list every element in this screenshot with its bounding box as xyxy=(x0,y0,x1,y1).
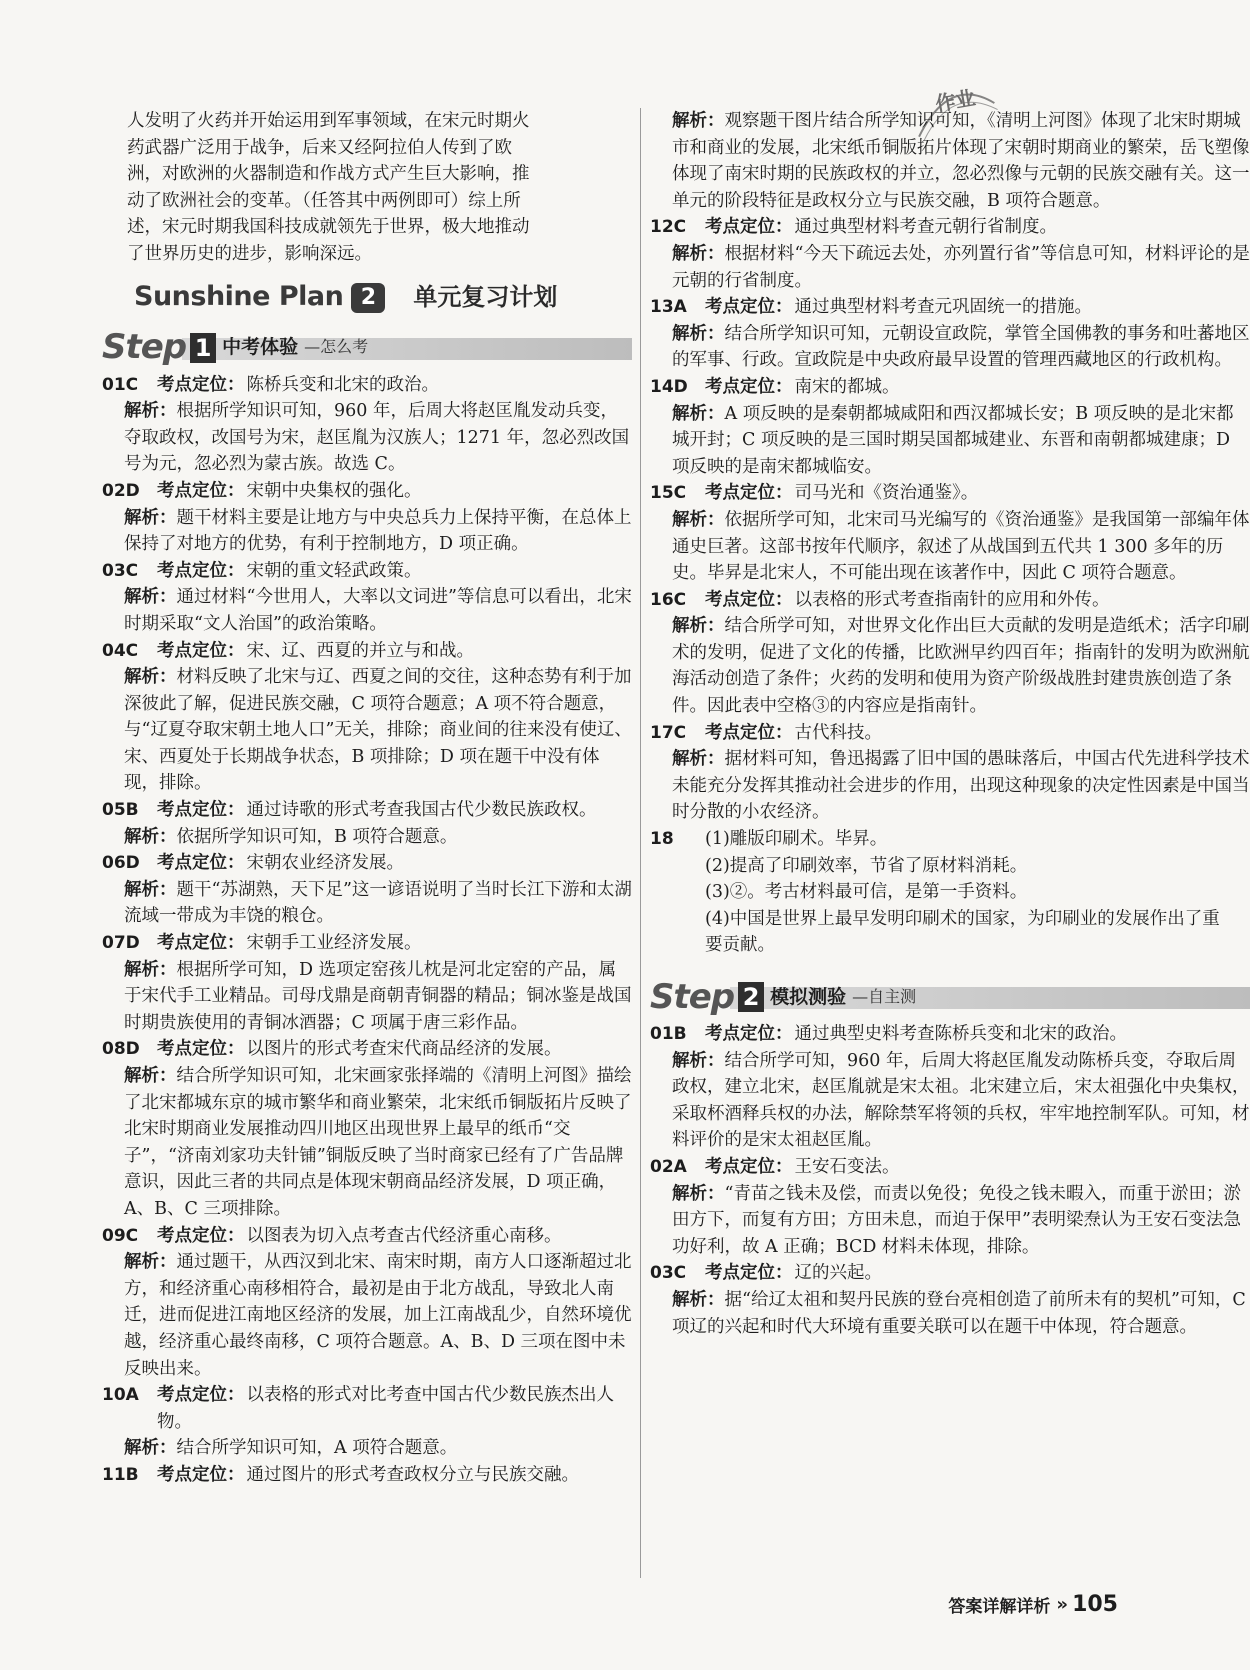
kaodian-value: 以图片的形式考查宋代商品经济的发展。 xyxy=(246,1039,562,1060)
analysis-label: 解析： xyxy=(124,667,177,688)
step2-title: 模拟测验 xyxy=(770,985,847,1008)
kaodian-label: 考点定位： xyxy=(157,853,245,874)
kaodian-label: 考点定位： xyxy=(157,800,245,821)
analysis-block xyxy=(102,505,632,558)
kaodian-value: 宋朝农业经济发展。 xyxy=(246,853,404,874)
kaodian-value: 通过图片的形式考查政权分立与民族交融。 xyxy=(246,1464,579,1485)
analysis-label: 解析： xyxy=(672,243,725,264)
question-num: 12 xyxy=(650,217,674,238)
question-number xyxy=(102,930,157,957)
analysis-text: 根据所学可知，D 选项定窑孩儿枕是河北定窑的产品，属于宋代手工业精品。司母戊鼎是商朝青铜器的精品；铜冰鉴是战国时期贵族使用的青铜冰酒器；C 项属于唐三彩作品。 xyxy=(124,959,632,1033)
kaodian-text xyxy=(705,1154,1250,1181)
kaodian-text xyxy=(157,558,632,585)
analysis-block xyxy=(650,1048,1250,1154)
analysis-block xyxy=(102,584,632,637)
analysis-block xyxy=(102,664,632,797)
question-num: 13 xyxy=(650,297,674,318)
analysis-text: 通过题干，从西汉到北宋、南宋时期，南方人口逐渐超过北方，和经济重心南移相符合，最初是由于北方战乱，导致北人南迁，进而促进江南地区经济的发展，加上江南战乱少，自然环境优越，经济重心最终南移，C 项符合题意。A、B、D 三项在图中未反映出来。 xyxy=(124,1252,632,1379)
answer-letter: C xyxy=(673,589,687,610)
question-number xyxy=(102,372,157,399)
kaodian-value: 通过典型材料考查元巩固统一的措施。 xyxy=(794,297,1092,318)
analysis-label: 解析： xyxy=(124,1252,177,1273)
question-num: 03 xyxy=(102,560,126,581)
question-number xyxy=(102,1382,157,1409)
answer-letter: D xyxy=(125,853,140,874)
analysis-text: 结合所学可知，对世界文化作出巨大贡献的发明是造纸术；活字印刷术的发明，促进了文化的传播，比欧洲早约四百年；指南针的发明为欧洲航海活动创造了条件；火药的发明和使用为资产阶级战胜封建贵族创造了条件。因此表中空格③的内容应是指南针。 xyxy=(672,616,1250,717)
q18-line-2: (2)提高了印刷效率，节省了原材料消耗。 xyxy=(705,855,1028,876)
answer-header xyxy=(102,850,632,877)
analysis-block xyxy=(102,877,632,930)
answer-letter: C xyxy=(673,1263,687,1284)
question-num: 10 xyxy=(102,1385,126,1406)
answer-item xyxy=(102,1036,632,1222)
answer-letter: C xyxy=(673,722,687,743)
analysis-block xyxy=(102,1435,632,1462)
kaodian-text xyxy=(705,294,1250,321)
kaodian-value: 通过诗歌的形式考查我国古代少数民族政权。 xyxy=(246,800,597,821)
answer-letter: C xyxy=(125,374,139,395)
intro-line: 了世界历史的进步，影响深远。 xyxy=(127,243,372,264)
analysis-text: 通过材料“今世用人，大率以文词进”等信息可以看出，北宋时期采取“文人治国”的政治策略。 xyxy=(124,587,632,634)
answer-header xyxy=(650,214,1250,241)
question-num: 08 xyxy=(102,1039,126,1060)
question-number xyxy=(102,1223,157,1250)
answer-header xyxy=(102,1223,632,1250)
answer-header xyxy=(102,1382,632,1435)
answer-letter: C xyxy=(125,560,139,581)
analysis-block xyxy=(650,321,1250,374)
q18-line-3: (3)②。考古材料最可信，是第一手资料。 xyxy=(705,882,1028,903)
analysis-text: 观察题干图片结合所学知识可知，《清明上河图》体现了北宋时期城市和商业的发展，北宋纸币铜版拓片体现了宋朝时期商业的繁荣，岳飞塑像体现了南宋时期的民族政权的并立，忽必烈像与元朝的民族交融有关。这一单元的阶段特征是政权分立与民族交融，B 项符合题意。 xyxy=(672,111,1250,211)
answer-letter: C xyxy=(673,483,687,504)
answer-header xyxy=(102,372,632,399)
sunshine-plan-title: 单元复习计划 xyxy=(413,283,558,312)
analysis-text: 结合所学可知，960 年，后周大将赵匡胤发动陈桥兵变，夺取后周政权，建立北宋，赵匡胤就是宋太祖。北宋建立后，宋太祖强化中央集权，采取杯酒释兵权的办法，解除禁军将领的兵权，牢牢地控制军队。可知，材料评价的是宋太祖赵匡胤。 xyxy=(672,1050,1250,1151)
answer-letter: B xyxy=(125,1464,139,1485)
step2-header xyxy=(650,977,1250,1017)
question-number xyxy=(650,587,705,614)
analysis-label: 解析： xyxy=(124,1438,177,1459)
answer-letter: A xyxy=(673,1156,687,1177)
analysis-text: 依据所学可知，北宋司马光编写的《资治通鉴》是我国第一部编年体通史巨著。这部书按年代顺序，叙述了从战国到五代共 1 300 多年的历史。毕昇是北宋人，不可能出现在该著作中，因此 C 项符合题意。 xyxy=(672,509,1250,584)
analysis-block xyxy=(102,1249,632,1382)
answer-letter: D xyxy=(125,1039,140,1060)
answer-item xyxy=(102,372,632,478)
footer-label: 答案详解详析 xyxy=(948,1597,1051,1617)
answer-header xyxy=(650,1021,1250,1048)
page-number: 105 xyxy=(1072,1592,1118,1617)
kaodian-text xyxy=(705,374,1250,401)
kaodian-value: 宋朝中央集权的强化。 xyxy=(246,480,422,501)
answer-item xyxy=(102,930,632,1036)
question-num: 02 xyxy=(650,1156,674,1177)
page-footer xyxy=(948,1592,1118,1617)
analysis-label: 解析： xyxy=(124,507,177,528)
analysis-text: 结合所学知识可知，A 项符合题意。 xyxy=(176,1438,458,1459)
answer-header xyxy=(102,1462,632,1489)
answer-letter: B xyxy=(673,1024,687,1044)
answer-item xyxy=(650,720,1250,826)
step2-word: Step xyxy=(650,976,735,1017)
answer-letter: D xyxy=(125,933,140,954)
analysis-text: “青苗之钱未及偿，而责以免役；免役之钱未暇入，而重于淤田；淤田方下，而复有方田；方田未息，而迫于保甲”表明梁焘认为王安石变法急功好利，故 A 正确；BCD 材料未体现，排除。 xyxy=(672,1183,1241,1257)
analysis-label: 解析： xyxy=(672,1183,725,1204)
answer-item xyxy=(102,797,632,850)
question-number xyxy=(102,638,157,665)
question-number xyxy=(102,478,157,505)
answer-letter: A xyxy=(125,1385,139,1406)
kaodian-label: 考点定位： xyxy=(705,589,793,610)
answer-letter: D xyxy=(673,376,688,397)
analysis-label: 解析： xyxy=(672,1289,725,1310)
answer-letter: C xyxy=(125,1225,139,1246)
kaodian-text xyxy=(157,1462,632,1489)
intro-line: 洲，对欧洲的火器制造和作战方式产生巨大影响，推 xyxy=(127,164,530,185)
question-num: 03 xyxy=(650,1263,674,1284)
analysis-block xyxy=(102,824,632,851)
sunshine-plan-text: Sunshine Plan xyxy=(134,281,344,313)
kaodian-text xyxy=(705,1260,1250,1287)
kaodian-value: 通过典型史料考查陈桥兵变和北宋的政治。 xyxy=(794,1024,1127,1044)
analysis-text: 根据材料“今天下疏远去处，亦列置行省”等信息可知，材料评论的是元朝的行省制度。 xyxy=(672,243,1250,291)
question-num: 07 xyxy=(102,933,126,954)
kaodian-text xyxy=(157,1223,632,1250)
analysis-text: 依据所学知识可知，B 项符合题意。 xyxy=(176,826,458,847)
question-num: 17 xyxy=(650,722,674,743)
kaodian-label: 考点定位： xyxy=(705,483,793,504)
analysis-label: 解析： xyxy=(124,1066,177,1086)
answer-item xyxy=(650,1154,1250,1260)
question-number xyxy=(650,1021,705,1048)
question-num: 01 xyxy=(102,374,126,395)
answer-item xyxy=(102,638,632,798)
intro-paragraph xyxy=(102,108,627,268)
question-num: 04 xyxy=(102,640,126,661)
kaodian-label: 考点定位： xyxy=(157,480,245,501)
step1-number: 1 xyxy=(190,333,216,363)
analysis-block xyxy=(650,746,1250,826)
analysis-label: 解析： xyxy=(672,749,725,770)
step2-number: 2 xyxy=(738,982,764,1012)
step2-answer-list xyxy=(650,1021,1250,1340)
intro-line: 述，宋元时期我国科技成就领先于世界，极大地推动 xyxy=(127,217,530,238)
q18-item xyxy=(650,826,1250,959)
right-column xyxy=(650,108,1250,1340)
intro-line: 动了欧洲社会的变革。（任答其中两例即可）综上所 xyxy=(127,190,521,211)
answer-item xyxy=(650,1021,1250,1154)
analysis-block xyxy=(650,1287,1250,1340)
answer-item xyxy=(650,480,1250,586)
analysis-block xyxy=(650,401,1250,481)
answer-header xyxy=(102,1036,632,1063)
kaodian-text xyxy=(157,1382,632,1435)
question-num: 05 xyxy=(102,800,126,821)
q18-number: 18 xyxy=(650,829,674,850)
step1-answer-list xyxy=(102,372,632,1489)
kaodian-text xyxy=(157,797,632,824)
answer-letter: C xyxy=(673,217,687,238)
analysis-label: 解析： xyxy=(672,111,725,131)
question-num: 06 xyxy=(102,853,126,874)
kaodian-text xyxy=(157,478,632,505)
answer-item xyxy=(650,587,1250,720)
kaodian-label: 考点定位： xyxy=(705,1024,793,1044)
question-num: 02 xyxy=(102,480,126,501)
kaodian-label: 考点定位： xyxy=(157,560,245,581)
kaodian-text xyxy=(705,214,1250,241)
kaodian-text xyxy=(705,1021,1250,1048)
answer-header xyxy=(650,587,1250,614)
q18-line-4: (4)中国是世界上最早发明印刷术的国家，为印刷业的发展作出了重要贡献。 xyxy=(705,908,1220,956)
answer-letter: B xyxy=(125,800,139,821)
analysis-text: 结合所学知识可知，北宋画家张择端的《清明上河图》描绘了北宋都城东京的城市繁华和商业繁荣，北宋纸币铜版拓片反映了北宋时期商业发展推动四川地区出现世界上最早的纸币“交子”，“济南刘家功夫针铺”铜版反映了当时商家已经有了广告品牌意识，因此三者的共同点是体现宋朝商品经济发展，D 项正确，A、B、C 三项排除。 xyxy=(124,1066,632,1219)
kaodian-label: 考点定位： xyxy=(157,640,245,661)
answer-header xyxy=(102,797,632,824)
kaodian-value: 古代科技。 xyxy=(794,722,882,743)
analysis-block xyxy=(650,507,1250,587)
answer-header xyxy=(102,478,632,505)
question-number xyxy=(650,294,705,321)
analysis-block xyxy=(650,613,1250,719)
question-number xyxy=(102,1462,157,1489)
kaodian-value: 陈桥兵变和北宋的政治。 xyxy=(246,374,439,395)
kaodian-text xyxy=(705,480,1250,507)
answer-header xyxy=(650,1154,1250,1181)
question-number xyxy=(102,1036,157,1063)
kaodian-text xyxy=(157,930,632,957)
analysis-label: 解析： xyxy=(672,403,725,424)
kaodian-text xyxy=(157,1036,632,1063)
kaodian-label: 考点定位： xyxy=(157,933,245,954)
answer-letter: D xyxy=(125,480,140,501)
question-number xyxy=(650,1260,705,1287)
answer-header xyxy=(102,558,632,585)
kaodian-text xyxy=(705,720,1250,747)
column-divider xyxy=(640,108,641,1578)
analysis-text: 根据所学知识可知，960 年，后周大将赵匡胤发动兵变，夺取政权，改国号为宋，赵匡胤为汉族人；1271 年，忽必烈改国号为元，忽必烈为蒙古族。故选 C。 xyxy=(124,401,630,475)
analysis-label: 解析： xyxy=(124,959,177,980)
analysis-label: 解析： xyxy=(124,826,177,847)
intro-line: 药武器广泛用于战争，后来又经阿拉伯人传到了欧 xyxy=(127,137,512,158)
answer-item xyxy=(102,1382,632,1462)
answer-item xyxy=(102,558,632,638)
analysis-text: 材料反映了北宋与辽、西夏之间的交往，这种态势有利于加深彼此了解，促进民族交融，C 项符合题意；A 项不符合题意，与“辽夏夺取宋朝土地人口”无关，排除；商业间的往来没有使辽、宋、西夏处于长期战争状态，B 项排除；D 项在题干中没有体现，排除。 xyxy=(124,667,632,794)
kaodian-label: 考点定位： xyxy=(705,217,793,238)
analysis-text: 据“给辽太祖和契丹民族的登台亮相创造了前所未有的契机”可知，C 项辽的兴起和时代大环境有重要关联可以在题干中体现，符合题意。 xyxy=(672,1289,1246,1337)
answer-header xyxy=(102,930,632,957)
analysis-block xyxy=(102,398,632,478)
kaodian-value: 司马光和《资治通鉴》。 xyxy=(794,483,979,504)
kaodian-text xyxy=(157,850,632,877)
question-number xyxy=(650,214,705,241)
kaodian-value: 宋、辽、西夏的并立与和战。 xyxy=(246,640,474,661)
intro-line: 人发明了火药并开始运用到军事领域，在宋元时期火 xyxy=(127,111,530,131)
kaodian-value: 南宋的都城。 xyxy=(794,376,900,397)
kaodian-label: 考点定位： xyxy=(157,1225,245,1246)
step1-header xyxy=(102,328,632,368)
answer-header xyxy=(650,480,1250,507)
analysis-block xyxy=(650,1181,1250,1261)
question-num: 14 xyxy=(650,376,674,397)
question-number xyxy=(650,1154,705,1181)
kaodian-label: 考点定位： xyxy=(705,297,793,318)
analysis-label: 解析： xyxy=(124,879,177,900)
kaodian-value: 通过典型材料考查元朝行省制度。 xyxy=(794,217,1057,238)
footer-arrows-icon: » xyxy=(1056,1594,1069,1615)
analysis-label: 解析： xyxy=(124,587,177,608)
question-number xyxy=(650,720,705,747)
answer-item xyxy=(650,214,1250,294)
answer-header xyxy=(102,638,632,665)
right-answer-list xyxy=(650,214,1250,826)
analysis-label: 解析： xyxy=(672,509,725,530)
answer-item xyxy=(650,294,1250,374)
analysis-text: A 项反映的是秦朝都城咸阳和西汉都城长安；B 项反映的是北宋都城开封；C 项反映的是三国时期吴国都城建业、东晋和南朝都城建康；D 项反映的是南宋都城临安。 xyxy=(672,403,1234,477)
answer-item xyxy=(650,1260,1250,1340)
answer-item xyxy=(102,478,632,558)
answer-item xyxy=(102,1462,632,1489)
stamp-text: 作业 xyxy=(933,85,978,117)
analysis-label: 解析： xyxy=(672,616,725,637)
kaodian-label: 考点定位： xyxy=(157,374,245,395)
kaodian-value: 辽的兴起。 xyxy=(794,1263,882,1284)
analysis-text: 题干材料主要是让地方与中央总兵力上保持平衡，在总体上保持了对地方的优势，有利于控制地方，D 项正确。 xyxy=(124,507,632,555)
kaodian-value: 宋朝的重文轻武政策。 xyxy=(246,560,422,581)
analysis-text: 结合所学知识可知，元朝设宣政院，掌管全国佛教的事务和吐蕃地区的军事、行政。宣政院是中央政府最早设置的管理西藏地区的行政机构。 xyxy=(672,323,1250,371)
answer-item xyxy=(102,850,632,930)
analysis-label: 解析： xyxy=(672,323,725,344)
answer-header xyxy=(650,294,1250,321)
question-number xyxy=(102,558,157,585)
analysis-block xyxy=(102,1063,632,1223)
kaodian-label: 考点定位： xyxy=(705,376,793,397)
step2-subtitle: —自主测 xyxy=(852,986,917,1006)
kaodian-label: 考点定位： xyxy=(705,1156,793,1177)
kaodian-label: 考点定位： xyxy=(157,1464,245,1485)
analysis-label: 解析： xyxy=(672,1050,725,1071)
kaodian-label: 考点定位： xyxy=(157,1039,245,1060)
sunshine-plan-number: 2 xyxy=(351,283,385,313)
analysis-block xyxy=(102,957,632,1037)
answer-header xyxy=(650,720,1250,747)
question-number xyxy=(650,480,705,507)
q11-analysis xyxy=(650,108,1250,214)
kaodian-value: 宋朝手工业经济发展。 xyxy=(246,933,422,954)
kaodian-label: 考点定位： xyxy=(157,1385,245,1406)
answer-header xyxy=(650,374,1250,401)
question-num: 01 xyxy=(650,1024,674,1044)
q18-line-1: (1)雕版印刷术。毕昇。 xyxy=(705,829,888,850)
sunshine-plan-banner xyxy=(134,278,632,318)
answer-item xyxy=(650,374,1250,480)
step1-subtitle: —怎么考 xyxy=(304,337,369,357)
question-num: 11 xyxy=(102,1464,126,1485)
question-number xyxy=(102,850,157,877)
question-num: 15 xyxy=(650,483,674,504)
answer-header xyxy=(650,1260,1250,1287)
analysis-text: 据材料可知，鲁迅揭露了旧中国的愚昧落后，中国古代先进科学技术未能充分发挥其推动社会进步的作用，出现这种现象的决定性因素是中国当时分散的小农经济。 xyxy=(672,749,1250,823)
question-num: 16 xyxy=(650,589,674,610)
question-num: 09 xyxy=(102,1225,126,1246)
answer-item xyxy=(102,1223,632,1383)
kaodian-text xyxy=(157,372,632,399)
kaodian-text xyxy=(157,638,632,665)
answer-letter: C xyxy=(125,640,139,661)
question-number xyxy=(650,374,705,401)
left-column xyxy=(102,108,632,1489)
kaodian-label: 考点定位： xyxy=(705,1263,793,1284)
step1-title: 中考体验 xyxy=(222,336,299,359)
step1-word: Step xyxy=(102,327,187,368)
kaodian-value: 以表格的形式考查指南针的应用和外传。 xyxy=(794,589,1110,610)
answer-letter: A xyxy=(673,297,687,318)
kaodian-label: 考点定位： xyxy=(705,722,793,743)
analysis-text: 题干“苏湖熟，天下足”这一谚语说明了当时长江下游和太湖流域一带成为丰饶的粮仓。 xyxy=(124,879,632,927)
kaodian-value: 以表格的形式对比考查中国古代少数民族杰出人物。 xyxy=(157,1385,614,1432)
kaodian-value: 以图表为切入点考查古代经济重心南移。 xyxy=(246,1225,562,1246)
kaodian-text xyxy=(705,587,1250,614)
analysis-label: 解析： xyxy=(124,401,177,422)
question-number xyxy=(102,797,157,824)
kaodian-value: 王安石变法。 xyxy=(794,1156,900,1177)
analysis-block xyxy=(650,241,1250,294)
